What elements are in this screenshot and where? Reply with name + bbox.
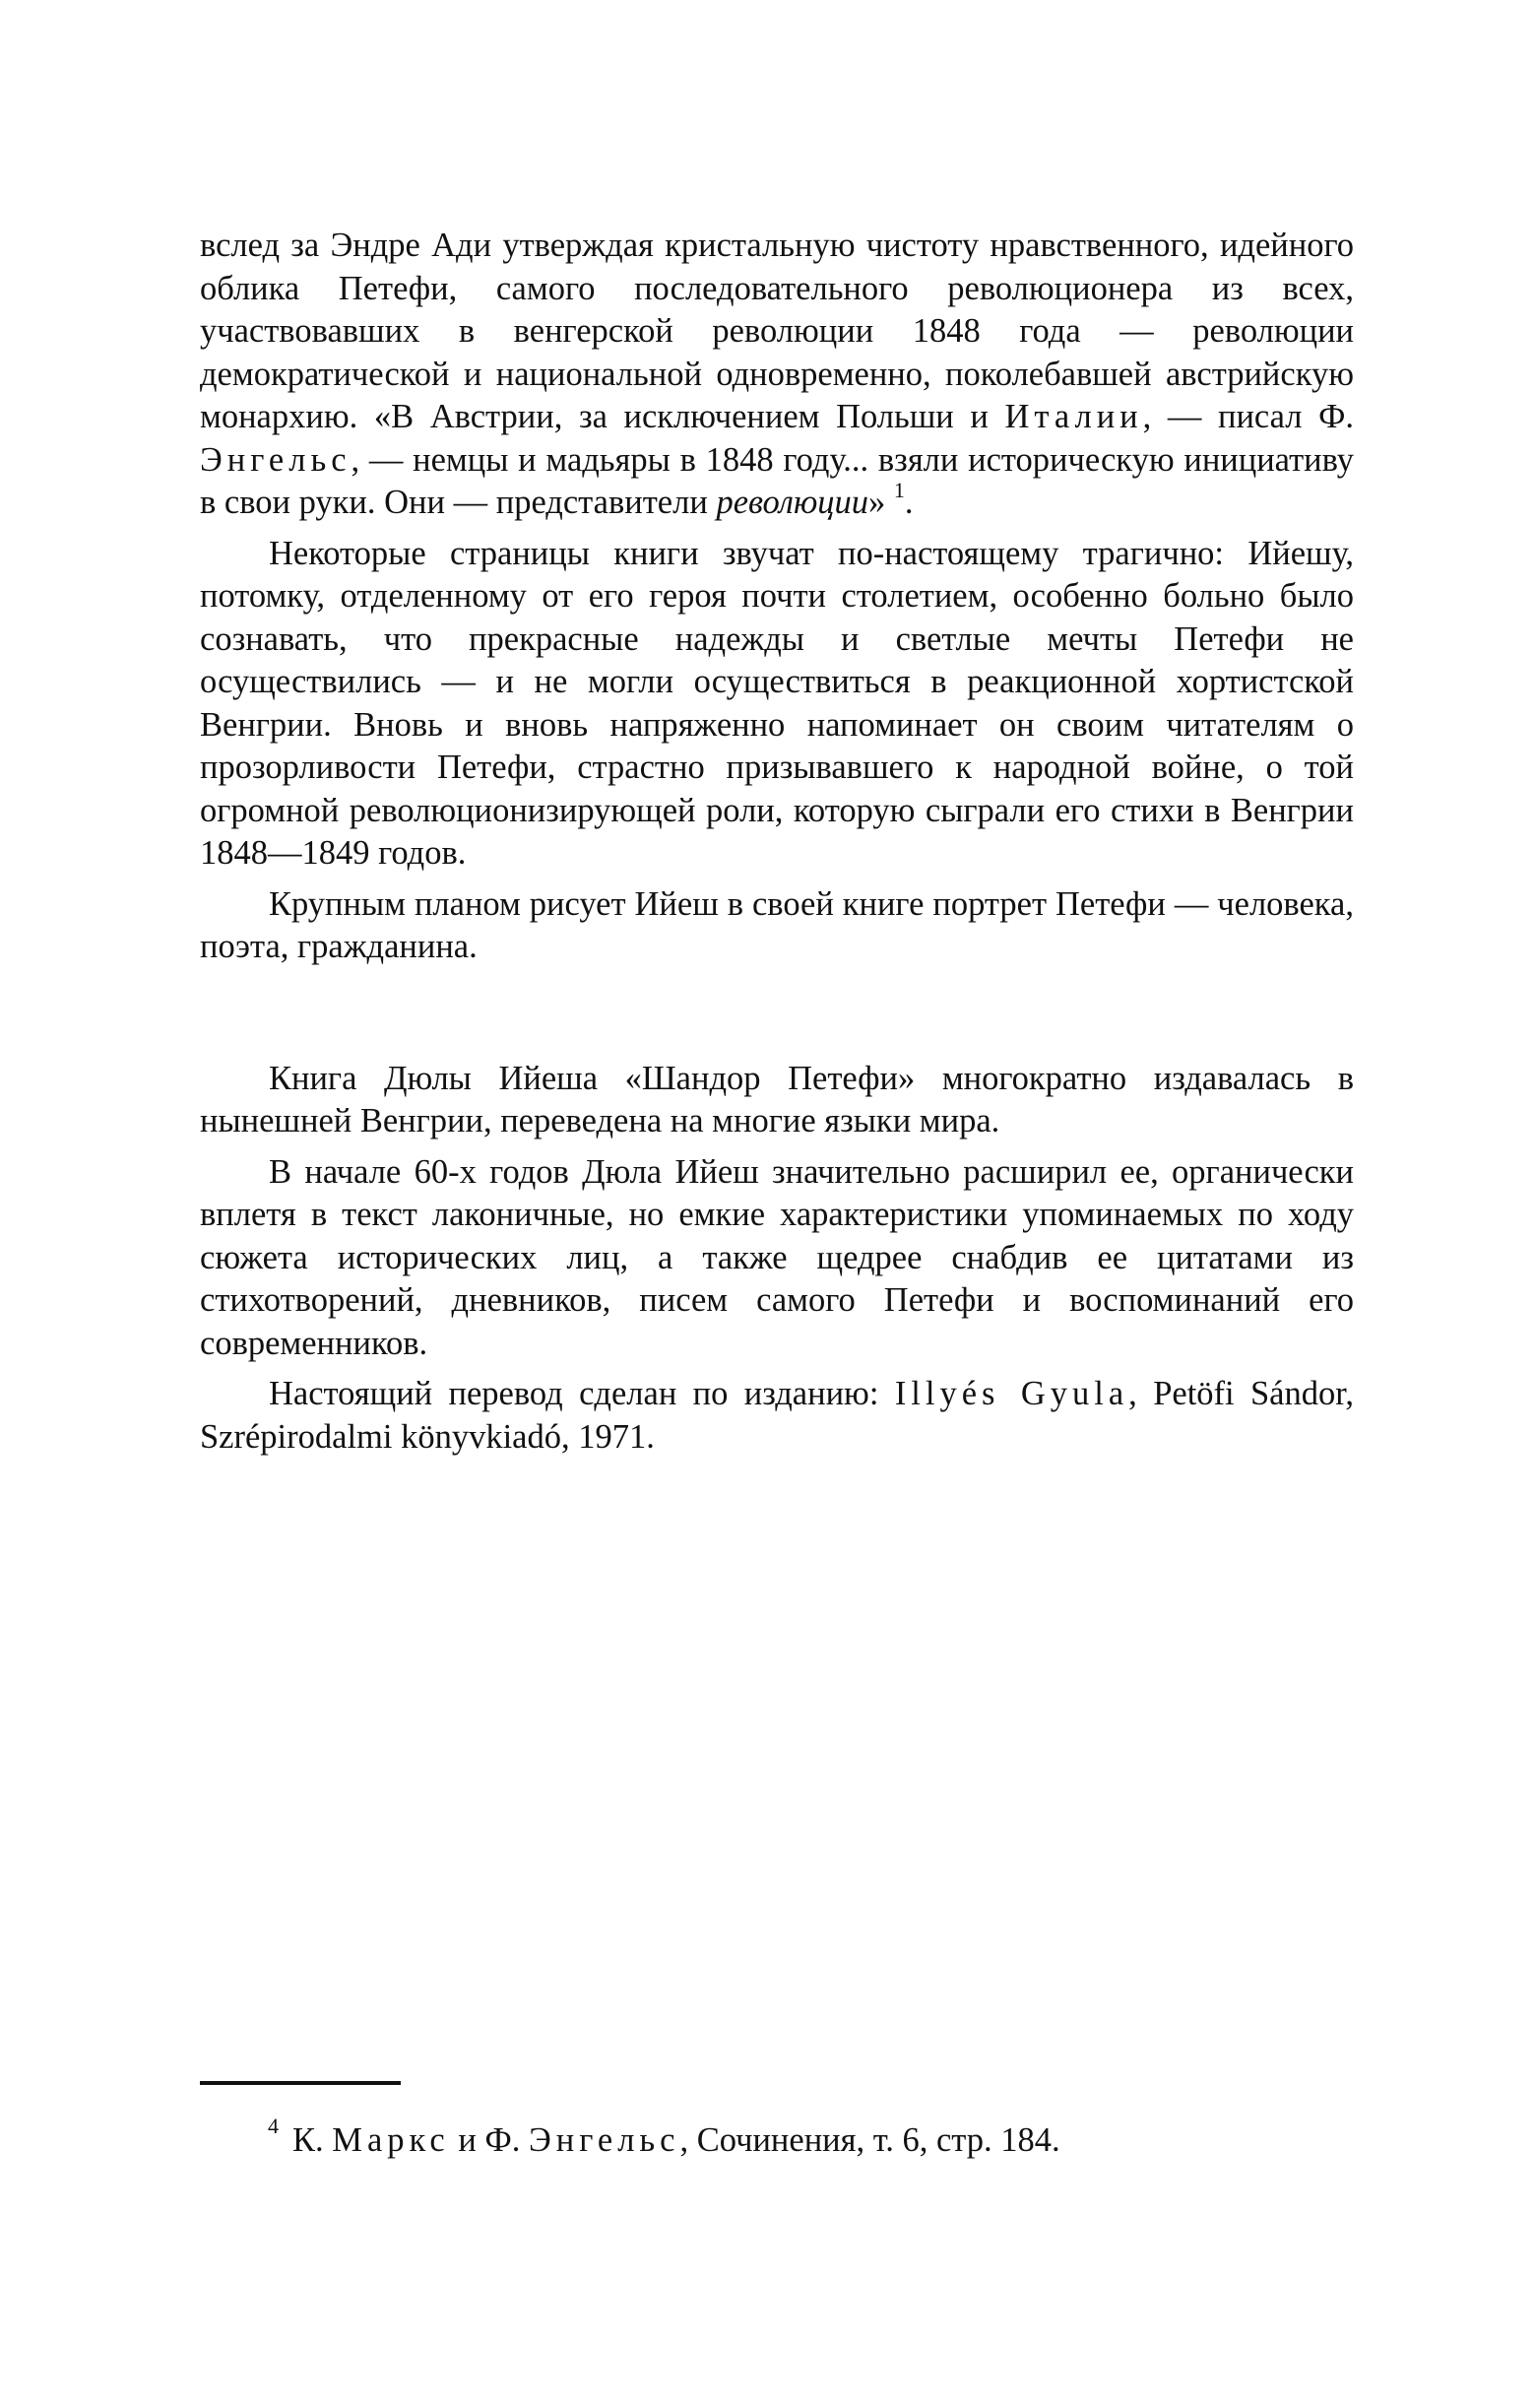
italic-word-revolution: революции (716, 484, 869, 521)
spaced-word-italy: Италии (1004, 398, 1143, 435)
section-gap (200, 977, 1354, 1058)
paragraph-1-text-c: , — немцы и мадьяры в 1848 году... взяли историческую инициативу в свои руки. Они — представители (200, 440, 1354, 521)
paragraph-6-text-b: , Petöfi Sándor, Szrépirodalmi könyvkiadó, 1971. (200, 1375, 1354, 1456)
footnote-text-c: , Сочинения, т. 6, стр. 184. (679, 2121, 1060, 2159)
paragraph-5: В начале 60-х годов Дюла Ийеш значительно расширил ее, органически вплетя в текст лаконичные, но емкие характеристики упоминаемых по ходу сюжета исторических лиц, а также щедрее снабдив ее цитатами из стихотворений, дневников, писем самого Петефи и воспоминаний его современников. (200, 1152, 1354, 1362)
paragraph-1-text-b: , — писал Ф. (1142, 398, 1354, 435)
spaced-author-name: Illyés Gyula (894, 1375, 1129, 1412)
footnote-text-b: и Ф. (449, 2121, 529, 2159)
body-text (200, 225, 1354, 1466)
paragraph-2: Некоторые страницы книги звучат по-настоящему трагично: Ийешу, потомку, отделенному от его героя почти столетием, особенно больно было сознавать, что прекрасные надежды и светлые мечты Петефи не осуществились — и не могли осуществиться в реакционной хортистской Венгрии. Вновь и вновь напряженно напоминает он своим читателям о прозорливости Петефи, страстно призывавшего к народной войне, о той огромной революционизирующей роли, которую сыграли его стихи в Венгрии 1848—1849 годов. (200, 534, 1354, 872)
paragraph-1-text-a: вслед за Эндре Ади утверждая кристальную чистоту нравственного, идейного облика Петефи, самого последовательного революционера из всех, участвовавших в венгерской революции 1848 года — революции демократической и национальной одновременно, поколебавшей австрийскую монархию. «В Австрии, за исключением Польши и (200, 227, 1354, 435)
footnote-marker: 4 (268, 2113, 279, 2138)
spaced-word-engels-footnote: Энгельс (528, 2121, 680, 2159)
paragraph-4: Книга Дюлы Ийеша «Шандор Петефи» многократно издавалась в нынешней Венгрии, переведена на многие языки мира. (200, 1059, 1354, 1139)
footnote-text-a: К. (292, 2121, 333, 2159)
paragraph-6 (200, 1373, 1354, 1459)
paragraph-1-text-e: . (904, 484, 914, 521)
paragraph-1-text-d: » (868, 484, 894, 521)
paragraph-1 (200, 225, 1354, 525)
paragraph-3: Крупным планом рисует Ийеш в своей книге портрет Петефи — человека, поэта, гражданина. (200, 884, 1354, 965)
spaced-word-engels: Энгельс (200, 440, 352, 479)
footnote-divider (200, 2081, 401, 2085)
footnote-reference: 1 (893, 477, 905, 502)
footnote (268, 2113, 1351, 2163)
spaced-word-marx: Маркс (332, 2121, 450, 2159)
paragraph-6-text-a: Настоящий перевод сделан по изданию: (269, 1375, 895, 1412)
